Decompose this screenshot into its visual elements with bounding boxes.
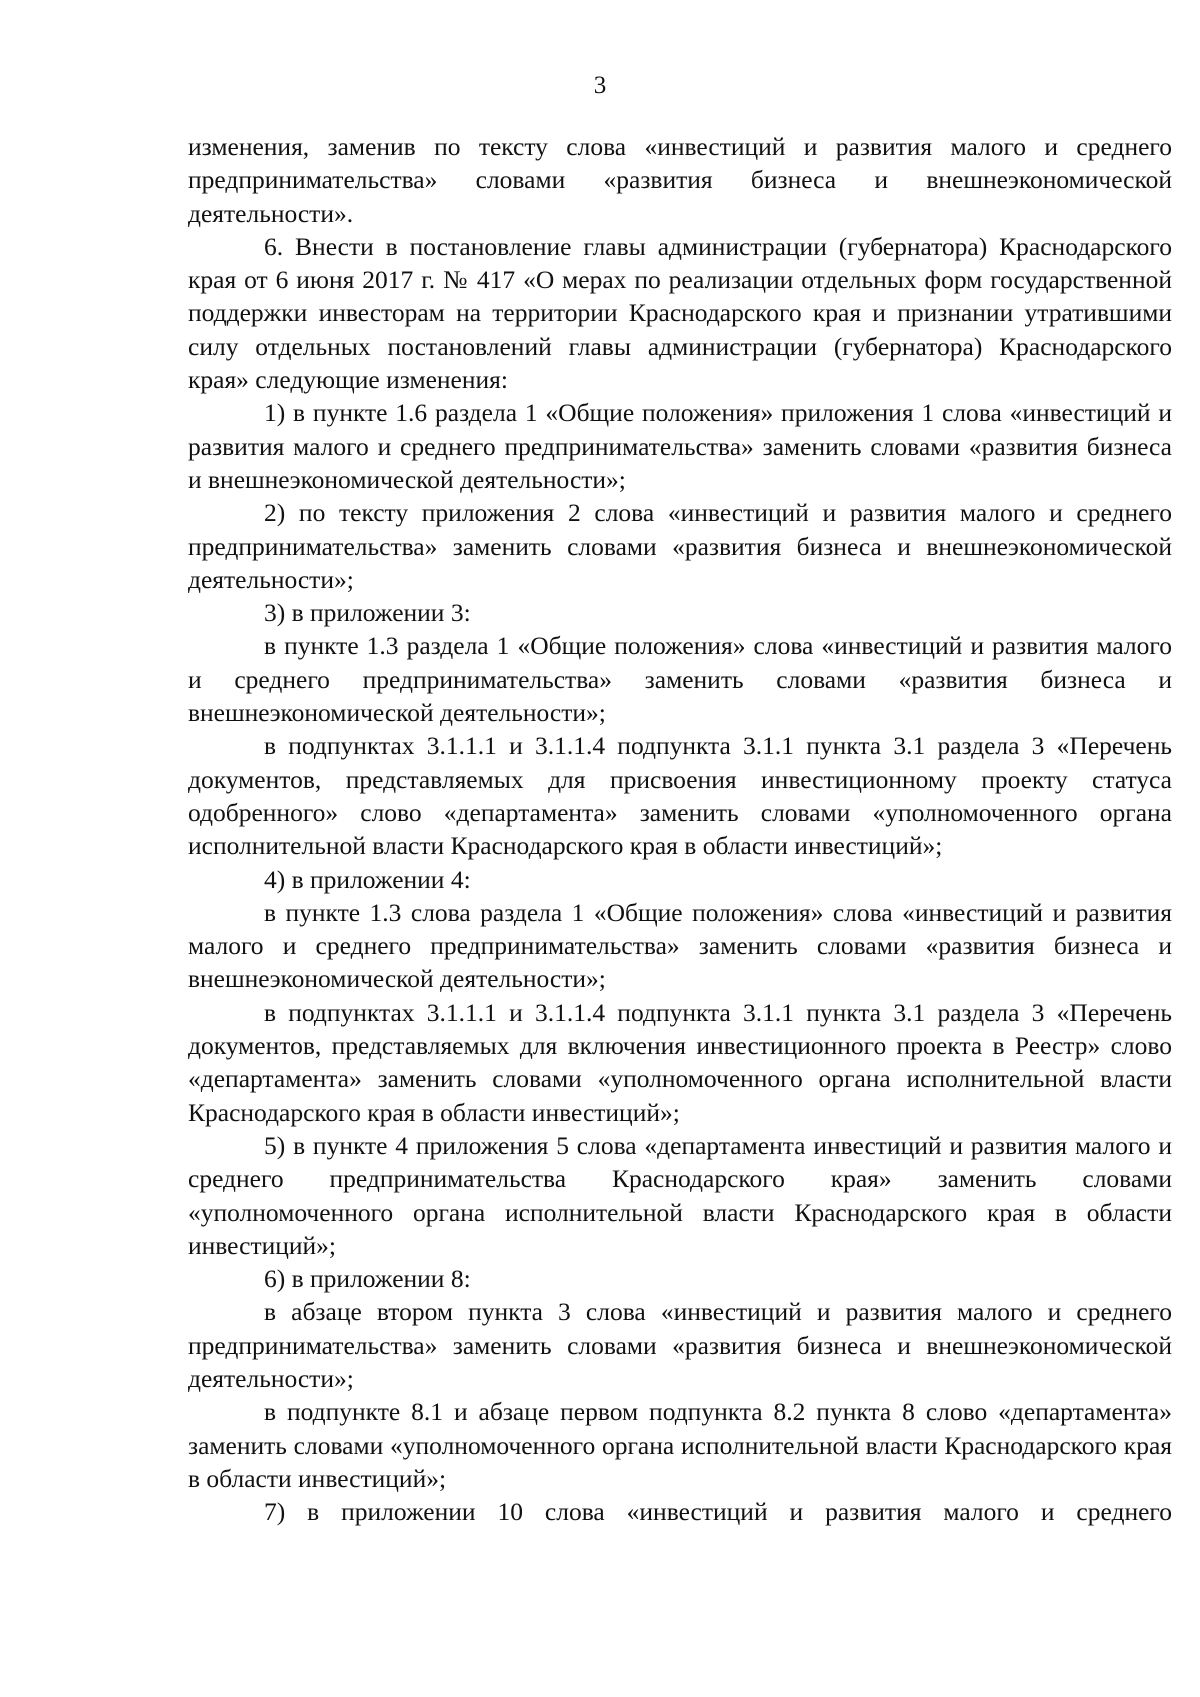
paragraph-subitem-6: 6) в приложении 8: [264, 1264, 471, 1294]
paragraph-subitem-6-b: в подпункте 8.1 и абзаце первом подпункта 8.2 пункта 8 слово «департамента» заменить словами «уполномоченного органа исполнительной власти Краснодарского края в области инвестиций»; [188, 1397, 1172, 1493]
paragraph-subitem-4-b: в подпунктах 3.1.1.1 и 3.1.1.4 подпункта 3.1.1 пункта 3.1 раздела 3 «Перечень документов, представляемых для включения инвестиционного проекта в Реестр» слово «департамента» заменить словами «уполномоченного органа исполнительной власти Краснодарского края в области инвестиций»; [188, 997, 1172, 1127]
document-body [188, 130, 1172, 1528]
paragraph-continuation: изменения, заменив по тексту слова «инвестиций и развития малого и среднего предпринимательства» словами «развития бизнеса и внешнеэкономической деятельности». [188, 132, 1172, 228]
paragraph-subitem-3: 3) в приложении 3: [264, 598, 471, 628]
paragraph-item-6: 6. Внести в постановление главы администрации (губернатора) Краснодарского края от 6 июня 2017 г. № 417 «О мерах по реализации отдельных форм государственной поддержки инвесторам на территории Краснодарского края и признании утратившими силу отдельных постановлений главы администрации (губернатора) Краснодарского края» следующие изменения: [188, 231, 1172, 395]
paragraph-subitem-4-a: в пункте 1.3 слова раздела 1 «Общие положения» слова «инвестиций и развития малого и среднего предпринимательства» заменить словами «развития бизнеса и внешнеэкономической деятельности»; [188, 897, 1172, 994]
page-number: 3 [593, 72, 607, 99]
paragraph-subitem-6-a: в абзаце втором пункта 3 слова «инвестиций и развития малого и среднего предпринимательства» заменить словами «развития бизнеса и внешнеэкономической деятельности»; [188, 1297, 1172, 1393]
paragraph-subitem-1: 1) в пункте 1.6 раздела 1 «Общие положения» приложения 1 слова «инвестиций и развития малого и среднего предпринимательства» заменить словами «развития бизнеса и внешнеэкономической деятельности»; [188, 398, 1172, 494]
paragraph-subitem-5: 5) в пункте 4 приложения 5 слова «департамента инвестиций и развития малого и среднего предпринимательства Краснодарского края» заменить словами «уполномоченного органа исполнительной власти Краснодарского края в области инвестиций»; [188, 1130, 1172, 1260]
paragraph-subitem-2: 2) по тексту приложения 2 слова «инвестиций и развития малого и среднего предпринимательства» заменить словами «развития бизнеса и внешнеэкономической деятельности»; [188, 498, 1172, 594]
paragraph-subitem-3-a: в пункте 1.3 раздела 1 «Общие положения» слова «инвестиций и развития малого и среднего предпринимательства» заменить словами «развития бизнеса и внешнеэкономической деятельности»; [188, 631, 1172, 728]
paragraph-subitem-3-b: в подпунктах 3.1.1.1 и 3.1.1.4 подпункта 3.1.1 пункта 3.1 раздела 3 «Перечень документов, представляемых для присвоения инвестиционному проекту статуса одобренного» слово «департамента» заменить словами «уполномоченного органа исполнительной власти Краснодарского края в области инвестиций»; [188, 731, 1172, 861]
paragraph-subitem-7: 7) в приложении 10 слова «инвестиций и развития малого и среднего [264, 1497, 1172, 1527]
paragraph-subitem-4: 4) в приложении 4: [264, 864, 471, 894]
